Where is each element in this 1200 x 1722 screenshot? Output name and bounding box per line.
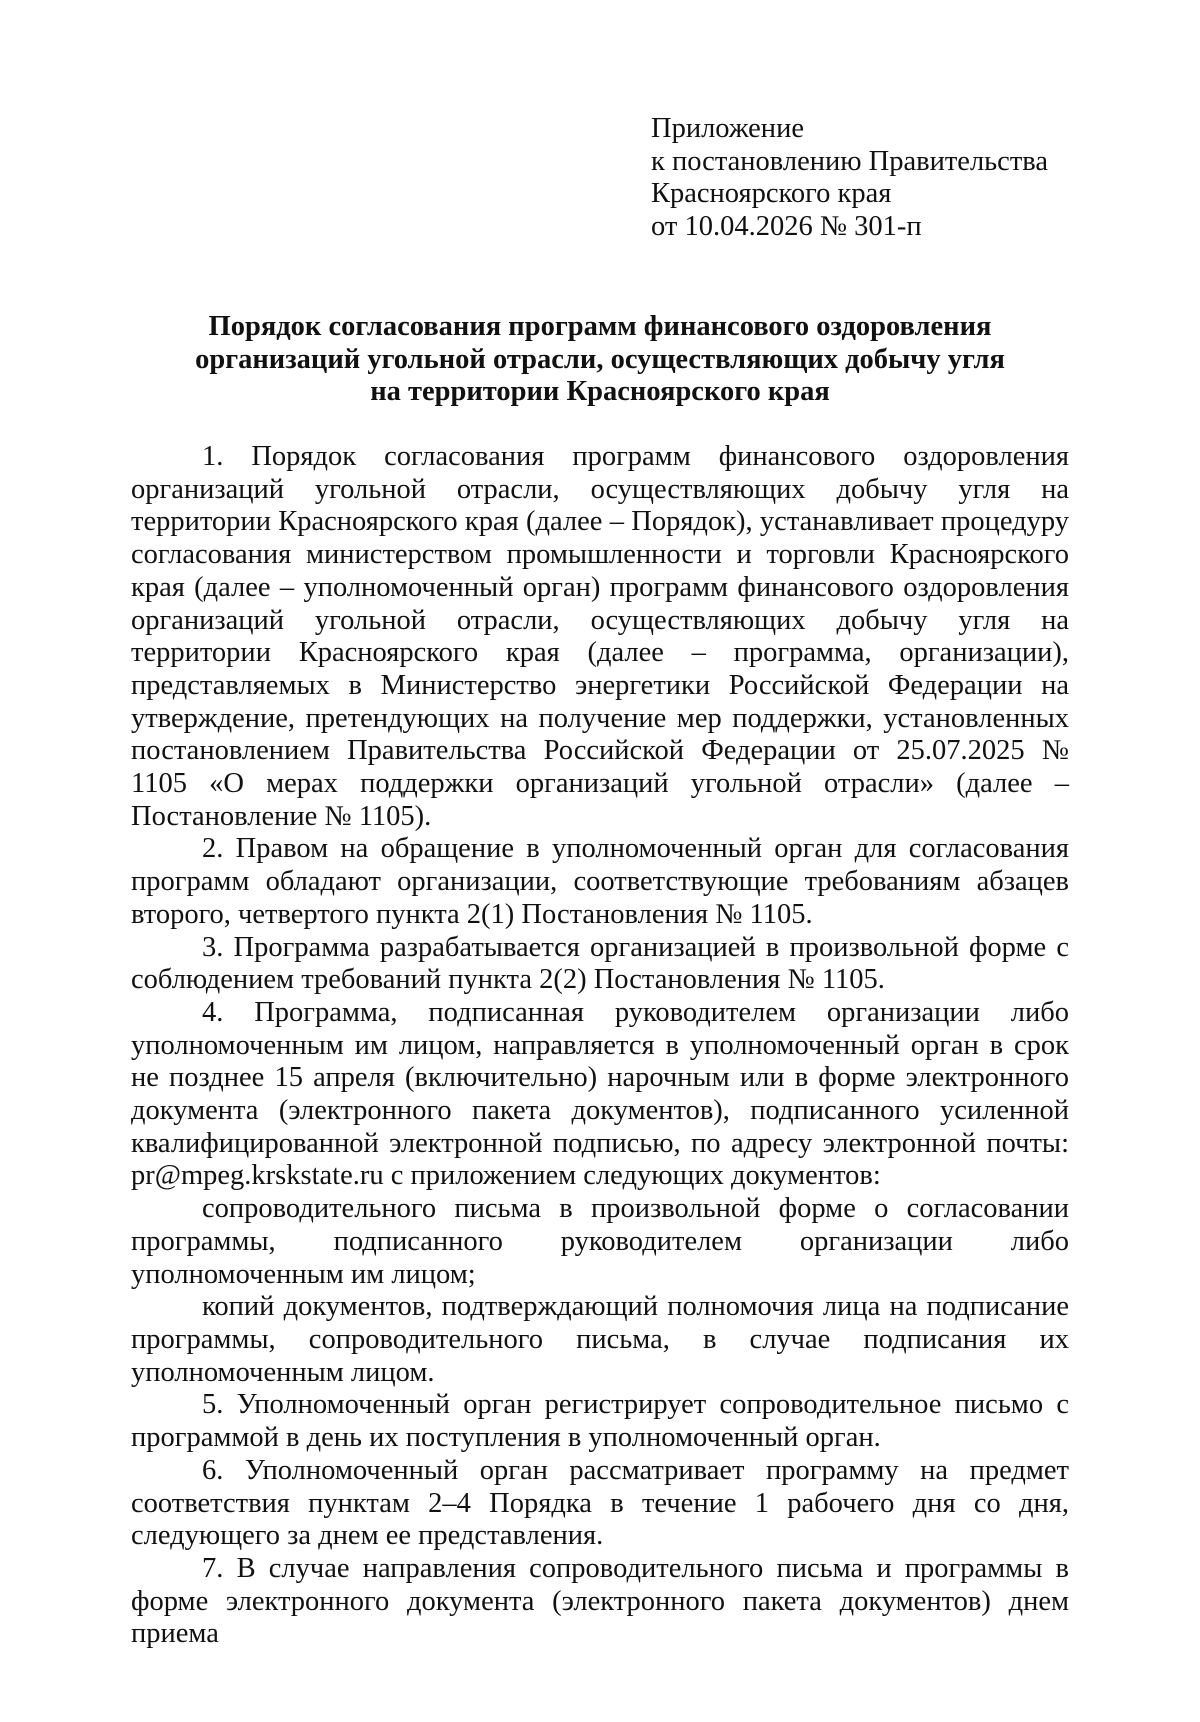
appendix-decree-ref: к постановлению Правительства — [651, 145, 1049, 177]
paragraph-2: 2. Правом на обращение в уполномоченный орган для согласования программ обладают организации, соответствующие требованиям абзацев второго, четвертого пункта 2(1) Постановления № 1105. — [131, 833, 1069, 930]
paragraph-6: 6. Уполномоченный орган рассматривает программу на предмет соответствия пунктам 2–4 Порядка в течение 1 рабочего дня со дня, следующего за днем ее представления. — [131, 1454, 1069, 1552]
appendix-date-number: от 10.04.2026 № 301-п — [651, 210, 922, 242]
title-line-2: организаций угольной отрасли, осуществляющих добычу угля — [195, 343, 1005, 375]
appendix-label: Приложение — [651, 113, 804, 144]
document-title — [130, 311, 1070, 409]
title-line-1: Порядок согласования программ финансового оздоровления — [208, 311, 992, 342]
paragraph-4: 4. Программа, подписанная руководителем организации либо уполномоченным им лицом, направляется в уполномоченный орган в срок не позднее 15 апреля (включительно) нарочным или в форме электронного документа (электронного пакета документов), подписанного усиленной квалифицированной электронной подписью, по адресу электронной почты: pr@mpeg.krskstate.ru с приложением следующих документов: — [131, 996, 1069, 1192]
paragraph-3: 3. Программа разрабатывается организацией в произвольной форме с соблюдением требований пункта 2(2) Постановления № 1105. — [131, 931, 1069, 996]
document-body — [131, 441, 1069, 1651]
appendix-header — [651, 113, 1048, 243]
appendix-region: Красноярского края — [651, 178, 892, 209]
paragraph-4-item-1: сопроводительного письма в произвольной форме о согласовании программы, подписанного руководителем организации либо уполномоченным им лицом; — [131, 1193, 1069, 1290]
paragraph-1: 1. Порядок согласования программ финансового оздоровления организаций угольной отрасли, осуществляющих добычу угля на территории Красноярского края (далее – Порядок), устанавливает процедуру согласования министерством промышленности и торговли Красноярского края (далее – уполномоченный орган) программ финансового оздоровления организаций угольной отрасли, осуществляющих добычу угля на территории Красноярского края (далее – программа, организации), представляемых в Министерство энергетики Российской Федерации на утверждение, претендующих на получение мер поддержки, установленных постановлением Правительства Российской Федерации от 25.07.2025 № 1105 «О мерах поддержки организаций угольной отрасли» (далее – Постановление № 1105). — [131, 441, 1069, 832]
paragraph-7: 7. В случае направления сопроводительного письма и программы в форме электронного документа (электронного пакета документов) днем приема — [131, 1552, 1069, 1650]
paragraph-4-item-2: копий документов, подтверждающий полномочия лица на подписание программы, сопроводительного письма, в случае подписания их уполномоченным лицом. — [131, 1291, 1069, 1388]
paragraph-5: 5. Уполномоченный орган регистрирует сопроводительное письмо с программой в день их поступления в уполномоченный орган. — [131, 1389, 1069, 1454]
title-line-3: на территории Красноярского края — [370, 376, 830, 407]
